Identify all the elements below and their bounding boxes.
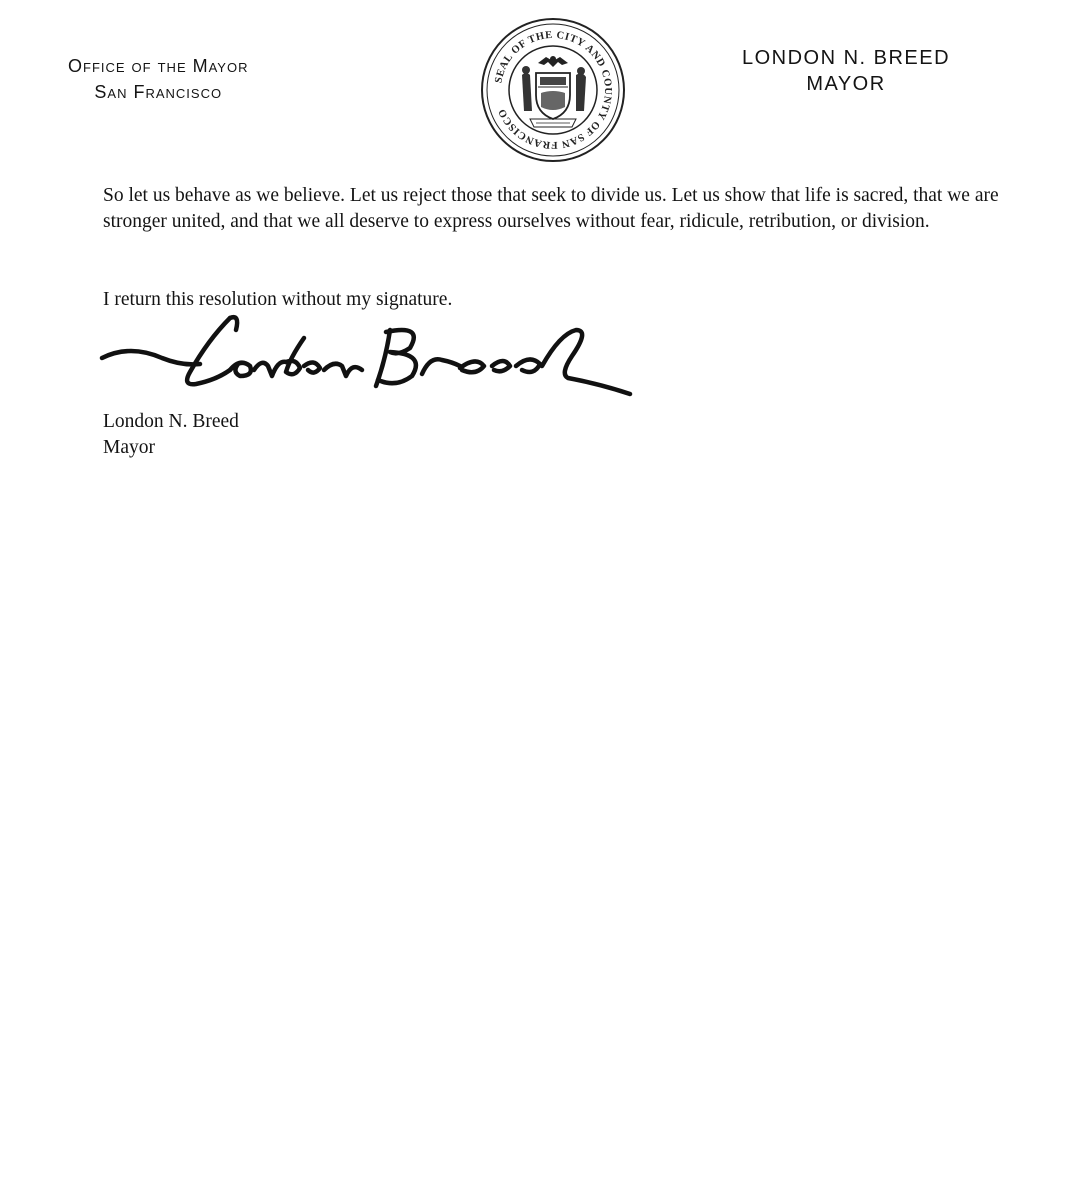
signer-title: Mayor bbox=[103, 437, 155, 458]
signer-block bbox=[103, 409, 239, 461]
handwritten-signature bbox=[90, 300, 650, 415]
office-title: Office of the Mayor bbox=[68, 56, 249, 76]
body-paragraph: So let us behave as we believe. Let us reject those that seek to divide us. Let us show that life is sacred, that we are stronger united, and that we all deserve to express ourselves without fear, ridicule, retribution, or division. bbox=[103, 185, 999, 232]
city-seal-icon bbox=[478, 15, 628, 165]
signer-name: London N. Breed bbox=[103, 411, 239, 432]
office-city: San Francisco bbox=[94, 82, 223, 102]
letterhead-office bbox=[68, 53, 248, 105]
letter-body bbox=[103, 183, 1023, 235]
letterhead-mayor bbox=[722, 45, 970, 97]
svg-text:SEAL OF THE CITY AND COUNTY OF: SEAL OF THE CITY AND COUNTY OF SAN FRANCISCO bbox=[493, 29, 614, 151]
mayor-title: MAYOR bbox=[806, 73, 886, 95]
mayor-name: LONDON N. BREED bbox=[741, 47, 951, 69]
closing-statement: I return this resolution without my signature. bbox=[103, 289, 453, 310]
